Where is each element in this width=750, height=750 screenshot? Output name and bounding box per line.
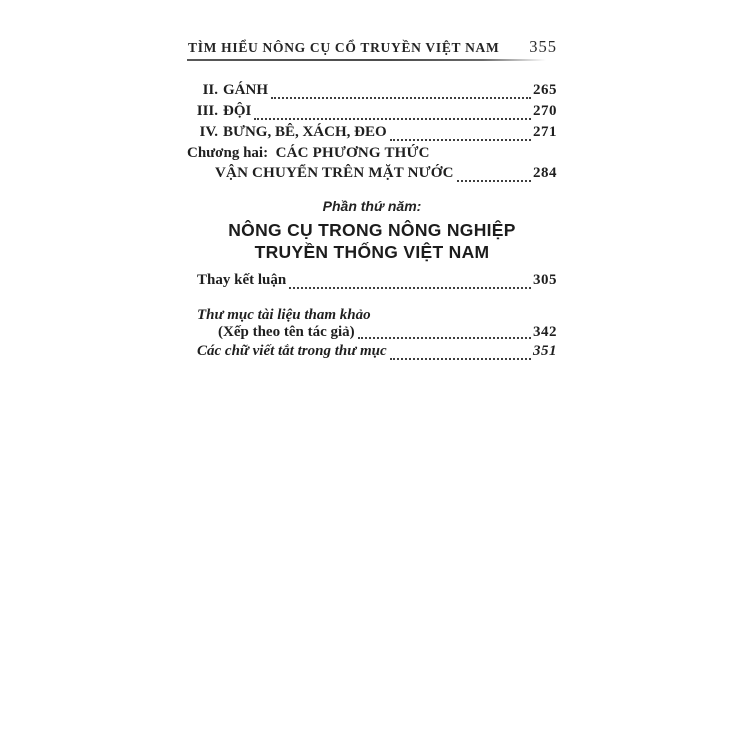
- dotted-leader: [358, 337, 531, 339]
- part-title: [187, 220, 557, 263]
- entry-numeral: III.: [196, 103, 218, 119]
- entry-label: ĐỘI: [223, 103, 252, 119]
- entry-numeral: II.: [202, 82, 218, 98]
- chapter-prefix: Chương hai:: [187, 145, 269, 161]
- entry-label: Thay kết luận: [197, 272, 287, 288]
- part-label: Phần thứ năm:: [322, 198, 422, 214]
- dotted-leader: [390, 358, 531, 360]
- chapter-title-line2: VẬN CHUYỂN TRÊN MẶT NƯỚC: [215, 165, 454, 181]
- toc-entry-chapter-two-line2: [187, 165, 557, 186]
- entry-page-number: 351: [533, 343, 557, 359]
- part-title-line2: TRUYỀN THỐNG VIỆT NAM: [254, 241, 490, 262]
- header-rule: [187, 59, 557, 61]
- toc-entry-bibliography-line1: [187, 307, 557, 324]
- entry-page-number: 271: [533, 124, 557, 140]
- toc-entry-chapter-two-line1: [187, 145, 557, 165]
- toc-entry-abbreviations: [187, 343, 557, 364]
- dotted-leader: [271, 97, 531, 99]
- dotted-leader: [289, 287, 531, 289]
- table-of-contents: [187, 82, 557, 364]
- entry-sub-label: (Xếp theo tên tác giả): [218, 324, 355, 340]
- entry-label: Thư mục tài liệu tham khảo: [197, 307, 371, 323]
- entry-label: GÁNH: [223, 82, 268, 98]
- toc-entry-closing: [187, 272, 557, 293]
- dotted-leader: [457, 180, 531, 182]
- entry-numeral: IV.: [199, 124, 218, 140]
- entry-page-number: 284: [533, 165, 557, 181]
- part-title-line1: NÔNG CỤ TRONG NÔNG NGHIỆP: [228, 220, 516, 240]
- running-head: [188, 37, 557, 57]
- toc-entry-ganh: [187, 82, 557, 103]
- entry-label: Các chữ viết tắt trong thư mục: [197, 343, 387, 359]
- entry-page-number: 270: [533, 103, 557, 119]
- toc-entry-bung-be-xach-deo: [187, 124, 557, 145]
- entry-page-number: 305: [533, 272, 557, 288]
- toc-entry-bibliography-line2: [187, 324, 557, 343]
- toc-entry-doi: [187, 103, 557, 124]
- entry-page-number: 265: [533, 82, 557, 98]
- entry-page-number: 342: [533, 324, 557, 340]
- dotted-leader: [254, 118, 531, 120]
- dotted-leader: [390, 139, 531, 141]
- entry-label: BƯNG, BÊ, XÁCH, ĐEO: [223, 124, 387, 140]
- running-head-title: TÌM HIỂU NÔNG CỤ CỔ TRUYỀN VIỆT NAM: [188, 40, 500, 55]
- page-number-folio: 355: [529, 37, 557, 56]
- chapter-title-line1: CÁC PHƯƠNG THỨC: [275, 145, 430, 161]
